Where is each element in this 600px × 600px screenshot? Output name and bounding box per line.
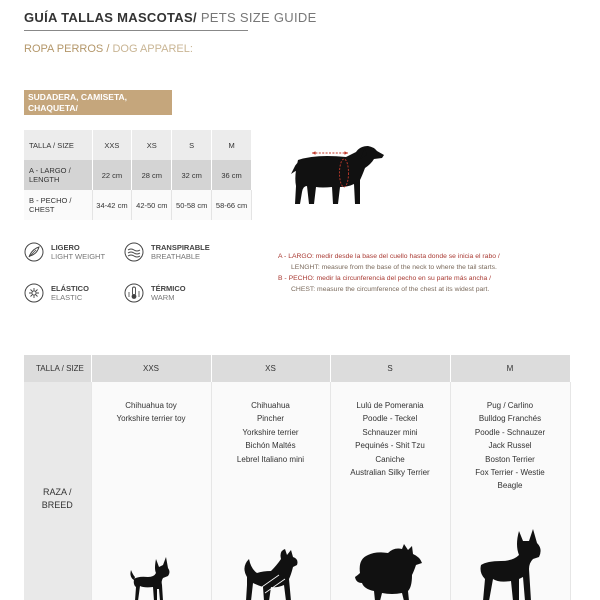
chest-row xyxy=(24,190,252,220)
breed-label-en: BREED xyxy=(41,499,73,510)
breed-name: Yorkshire terrier xyxy=(242,427,299,437)
breed-name: Poodle - Teckel xyxy=(362,414,418,424)
table-cell: 36 cm xyxy=(212,160,252,190)
feature-label-en: ELASTIC xyxy=(51,293,83,302)
table-cell: 50-58 cm xyxy=(172,190,212,220)
pomeranian-icon xyxy=(354,543,426,600)
breed-name: Caniche xyxy=(375,454,405,464)
breed-header-row xyxy=(24,355,570,382)
chihuahua-icon xyxy=(128,555,174,600)
breed-name: Boston Terrier xyxy=(485,454,535,464)
header-cell: M xyxy=(212,130,252,160)
title-es: GUÍA TALLAS MASCOTAS/ xyxy=(24,10,197,25)
header-cell: S xyxy=(172,130,212,160)
page-title xyxy=(24,10,317,25)
breed-cell-m xyxy=(450,382,570,600)
breed-name: Australian Silky Terrier xyxy=(350,468,430,478)
breed-name: Yorkshire terrier toy xyxy=(116,414,186,424)
breed-label-es: RAZA / xyxy=(42,486,72,497)
breed-name: Chihuahua toy xyxy=(125,401,177,410)
length-arrow-head xyxy=(312,151,316,155)
breed-name: Fox Terrier - Westie xyxy=(475,468,545,478)
row-label: B - PECHO / CHEST xyxy=(24,190,92,220)
note-chest-es: B - PECHO: medir la circunferencia del pecho en su parte más ancha / xyxy=(278,275,492,282)
breed-cell-s xyxy=(330,382,450,600)
header-cell: TALLA / SIZE xyxy=(24,130,92,160)
fluffy-dog-icon xyxy=(239,545,303,600)
table-cell: 58-66 cm xyxy=(212,190,252,220)
header-cell: XXS xyxy=(91,355,211,382)
length-arrow-head xyxy=(345,151,349,155)
breed-name: Beagle xyxy=(497,481,523,491)
feature-breathable xyxy=(124,242,210,262)
feature-label-es: TRANSPIRABLE xyxy=(151,243,210,252)
title-divider xyxy=(24,30,248,31)
table-cell: 42-50 cm xyxy=(132,190,172,220)
french-bulldog-icon xyxy=(475,527,545,600)
feature-light-weight xyxy=(24,242,105,262)
feature-warm xyxy=(124,283,186,303)
product-type-band xyxy=(24,90,172,124)
note-length-es: A - LARGO: medir desde la base del cuello hasta donde se inicia el rabo / xyxy=(278,253,500,260)
subtitle-es: ROPA PERROS / xyxy=(24,43,110,55)
breed-name: Lulú de Pomerania xyxy=(356,401,424,410)
breed-name: Pug / Carlino xyxy=(486,401,534,410)
breed-table xyxy=(24,355,571,600)
header-cell: M xyxy=(450,355,570,382)
feature-label-en: BREATHABLE xyxy=(151,252,201,261)
header-cell: XXS xyxy=(92,130,132,160)
subtitle-en: DOG APPAREL: xyxy=(112,43,193,55)
feature-label-en: LIGHT WEIGHT xyxy=(51,252,106,261)
note-length-en: LENGHT: measure from the base of the neck to where the tail starts. xyxy=(291,264,497,271)
breed-cell-xxs xyxy=(91,382,211,600)
breed-name: Pequinés - Shit Tzu xyxy=(355,441,425,451)
breed-name: Poodle - Schnauzer xyxy=(474,427,546,437)
thermal-icon xyxy=(124,283,144,303)
measurement-header-row xyxy=(24,130,252,160)
feature-label-es: TÉRMICO xyxy=(151,284,186,293)
elastic-icon xyxy=(24,283,44,303)
row-label: A - LARGO / LENGTH xyxy=(24,160,92,190)
breathable-icon xyxy=(124,242,144,262)
header-cell: S xyxy=(330,355,450,382)
table-cell: 22 cm xyxy=(92,160,132,190)
breed-cell-xs xyxy=(211,382,330,600)
breed-name: Bulldog Franchés xyxy=(478,414,542,424)
breed-row-label xyxy=(24,382,91,600)
measurement-table xyxy=(24,130,252,220)
header-cell: TALLA / SIZE xyxy=(24,355,91,382)
dog-measurement-diagram xyxy=(288,142,388,212)
breed-row xyxy=(24,382,570,600)
table-cell: 34-42 cm xyxy=(92,190,132,220)
product-type-es: SUDADERA, CAMISETA, CHAQUETA/ xyxy=(28,92,128,113)
breed-name: Chihuahua xyxy=(251,401,290,410)
feather-icon xyxy=(24,242,44,262)
breed-name: Jack Russel xyxy=(488,441,532,451)
length-row xyxy=(24,160,252,190)
header-cell: XS xyxy=(132,130,172,160)
product-type-en: SWEATSHIRT, T-SHIRT, JACKET xyxy=(28,114,156,124)
breed-name: Schnauzer mini xyxy=(362,427,418,437)
dog-silhouette xyxy=(291,146,384,204)
note-chest-en: CHEST: measure the circumference of the chest at its widest part. xyxy=(291,286,490,293)
breed-name: Bichón Maltés xyxy=(245,441,296,451)
breed-name: Lebrel Italiano mini xyxy=(236,454,305,464)
breed-name: Pincher xyxy=(256,414,285,424)
title-en: PETS SIZE GUIDE xyxy=(200,10,317,25)
measurement-notes xyxy=(278,251,598,295)
feature-label-es: LIGERO xyxy=(51,243,80,252)
feature-label-en: WARM xyxy=(151,293,175,302)
table-cell: 28 cm xyxy=(132,160,172,190)
table-cell: 32 cm xyxy=(172,160,212,190)
header-cell: XS xyxy=(211,355,330,382)
feature-label-es: ELÁSTICO xyxy=(51,284,89,293)
page-subtitle xyxy=(24,43,193,55)
feature-elastic xyxy=(24,283,89,303)
